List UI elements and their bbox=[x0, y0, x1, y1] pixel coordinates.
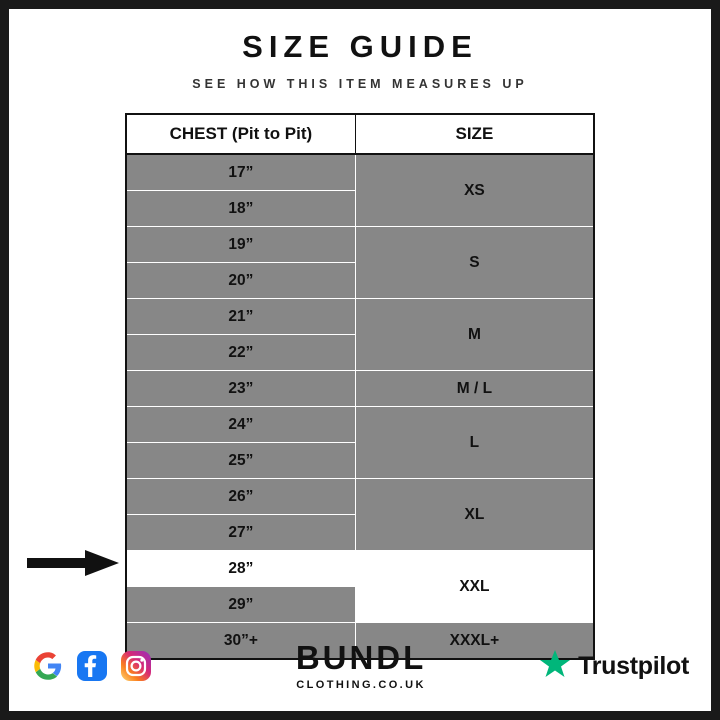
chest-cell: 30”+ bbox=[126, 623, 355, 660]
size-cell: XXXL+ bbox=[355, 623, 594, 660]
trustpilot-label: Trustpilot bbox=[578, 651, 689, 680]
size-cell: XS bbox=[355, 154, 594, 227]
size-cell: L bbox=[355, 407, 594, 479]
google-icon[interactable] bbox=[31, 649, 65, 683]
right-arrow-icon bbox=[27, 550, 119, 576]
size-cell: M / L bbox=[355, 371, 594, 407]
size-cell: XL bbox=[355, 479, 594, 551]
chest-cell: 22” bbox=[126, 335, 355, 371]
facebook-icon[interactable] bbox=[75, 649, 109, 683]
table-row[interactable] bbox=[126, 154, 594, 191]
chest-cell: 19” bbox=[126, 227, 355, 263]
instagram-icon[interactable] bbox=[119, 649, 153, 683]
chest-cell: 17” bbox=[126, 154, 355, 191]
footer bbox=[9, 635, 711, 697]
column-header-size: SIZE bbox=[355, 114, 594, 154]
size-table bbox=[125, 113, 595, 660]
table-row-selected[interactable] bbox=[126, 551, 594, 587]
table-row[interactable] bbox=[126, 479, 594, 515]
size-table-wrapper bbox=[125, 113, 595, 660]
chest-cell: 26” bbox=[126, 479, 355, 515]
size-cell: M bbox=[355, 299, 594, 371]
brand-name: BUNDL bbox=[295, 639, 427, 676]
size-cell-selected: XXL bbox=[355, 551, 594, 623]
table-row[interactable] bbox=[126, 371, 594, 407]
chest-cell: 24” bbox=[126, 407, 355, 443]
table-row[interactable] bbox=[126, 227, 594, 263]
chest-cell: 29” bbox=[126, 587, 355, 623]
brand-logo bbox=[296, 641, 426, 691]
size-cell: S bbox=[355, 227, 594, 299]
trustpilot-star-icon bbox=[539, 648, 571, 685]
table-row[interactable] bbox=[126, 299, 594, 335]
table-header-row bbox=[126, 114, 594, 154]
page-subtitle: SEE HOW THIS ITEM MEASURES UP bbox=[192, 77, 528, 91]
column-header-chest: CHEST (Pit to Pit) bbox=[126, 114, 355, 154]
chest-cell: 25” bbox=[126, 443, 355, 479]
chest-cell: 20” bbox=[126, 263, 355, 299]
social-links bbox=[31, 649, 153, 683]
chest-cell: 21” bbox=[126, 299, 355, 335]
trustpilot-badge[interactable] bbox=[539, 648, 689, 685]
page-title: SIZE GUIDE bbox=[242, 29, 478, 64]
chest-cell: 27” bbox=[126, 515, 355, 551]
chest-cell-selected: 28” bbox=[126, 551, 355, 587]
table-row[interactable] bbox=[126, 407, 594, 443]
chest-cell: 23” bbox=[126, 371, 355, 407]
brand-sub: CLOTHING.CO.UK bbox=[296, 679, 426, 691]
chest-cell: 18” bbox=[126, 191, 355, 227]
